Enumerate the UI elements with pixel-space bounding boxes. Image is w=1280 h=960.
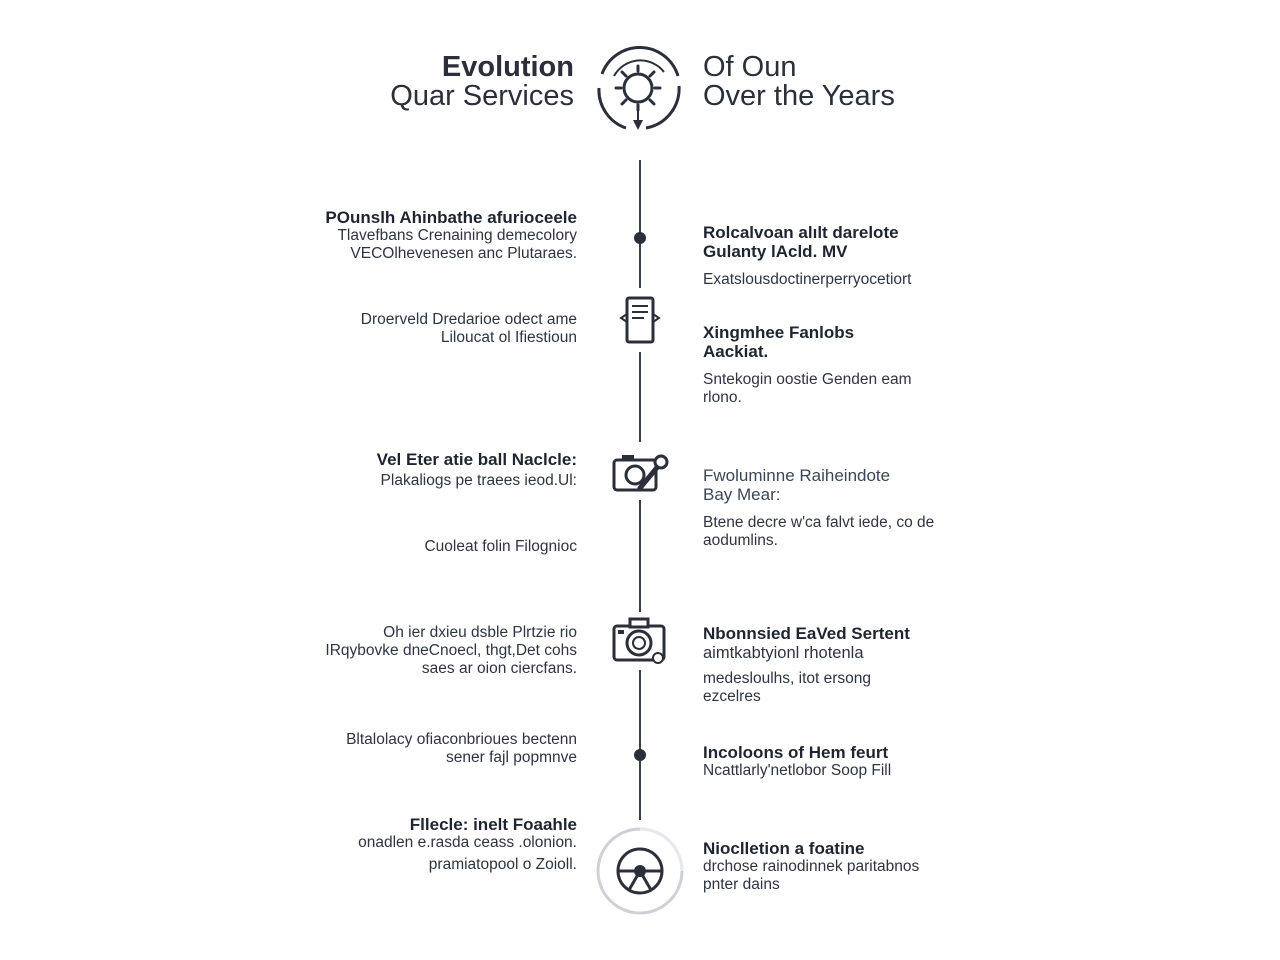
right-item-line: Ncattlarly'netlobor Soop Fill	[703, 762, 892, 779]
timeline-spine-segment	[639, 500, 641, 612]
right-item-line: Sntekogin oostie Genden eam	[703, 371, 912, 388]
right-item-1	[703, 223, 912, 289]
right-item-heading: Nbonnsied EaVed Sertent	[703, 624, 910, 643]
left-item-line: onadlen e.rasda ceass .olonion.	[358, 834, 577, 851]
right-item-line: pnter dains	[703, 876, 780, 893]
left-item-1	[325, 208, 577, 263]
left-item-line: Tlavefbans Crenaining demecolory	[337, 227, 577, 244]
right-item-heading-2: Aackiat.	[703, 342, 769, 361]
title-left-line2: Quar Services	[390, 80, 574, 112]
right-item-heading: Nioclletion a foatine	[703, 839, 865, 858]
timeline-spine-segment	[639, 160, 641, 288]
left-item-4	[424, 538, 577, 556]
left-item-line: Bltalolacy ofiaconbrioues bectenn	[346, 731, 577, 748]
timeline-spine-segment	[639, 352, 641, 442]
right-item-heading-2: Bay Mear:	[703, 485, 781, 504]
right-item-line: aodumlins.	[703, 532, 778, 549]
left-item-3	[377, 450, 577, 490]
steering-wheel-icon	[593, 824, 687, 918]
right-item-line: ezcelres	[703, 688, 761, 705]
right-item-line: Exatslousdoctinerperryocetiort	[703, 271, 912, 288]
right-item-heading: Incoloons of Hem feurt	[703, 743, 889, 762]
right-item-heading-2: aimtkabtyionl rhotenla	[703, 644, 864, 662]
right-item-6	[703, 839, 919, 894]
right-item-line: drchose rainodinnek paritabnos	[703, 858, 920, 875]
timeline-spine-segment	[639, 670, 641, 820]
title-right-line2: Over the Years	[703, 80, 895, 112]
left-item-5	[325, 624, 577, 678]
left-item-line: Liloucat ol Ifiestioun	[440, 329, 577, 346]
title-left-line1: Evolution	[441, 51, 574, 83]
left-item-line: pramiatopool o Zoioll.	[428, 856, 577, 873]
left-item-2	[361, 311, 577, 347]
compass-gear-icon	[586, 36, 692, 142]
left-item-line: Oh ier dxieu dsble Plrtzie rio	[383, 624, 577, 641]
camera-wrench-icon	[610, 448, 670, 498]
left-item-line: sener fajl popmnve	[446, 749, 577, 766]
left-item-heading: POunslh Ahinbathe afurioceele	[325, 208, 577, 227]
left-item-line: Cuoleat folin Filognioc	[424, 538, 577, 555]
right-item-line: medesloulhs, itot ersong	[703, 670, 872, 687]
left-item-line: VECOlhevenesen anc Plutaraes.	[350, 245, 577, 262]
left-item-heading: Fllecle: inelt Foaahle	[409, 815, 577, 834]
right-item-line: rlono.	[703, 389, 742, 406]
left-item-line: Plakaliogs pe traees ieod.Ul:	[380, 472, 577, 489]
left-item-line: saes ar oion ciercfans.	[421, 660, 577, 677]
left-item-line: IRqybovke dneCnoecl, thgt,Det cohs	[325, 642, 577, 659]
right-item-2	[703, 323, 912, 407]
timeline-dot	[634, 749, 646, 761]
right-item-3	[703, 466, 934, 550]
left-item-7	[358, 815, 577, 874]
timeline-dot	[634, 232, 646, 244]
camera-icon	[610, 614, 670, 668]
left-item-line: Droerveld Dredarioe odect ame	[360, 311, 577, 328]
title-right-line1: Of Oun	[703, 51, 797, 83]
right-item-heading-2: Gulanty lAcld. MV	[703, 242, 848, 261]
right-item-line: Btene decre w'ca falvt iede, co de	[703, 514, 935, 531]
right-item-heading: Xingmhee Fanlobs	[703, 323, 855, 342]
right-item-heading: Rolcalvoan alılt darelote	[703, 223, 899, 242]
left-item-6	[346, 731, 577, 767]
right-item-5	[703, 743, 891, 780]
left-item-heading: Vel Eter atie ball Naclcle:	[376, 450, 577, 469]
right-item-4	[703, 624, 910, 706]
right-item-heading: Fwoluminne Raiheindote	[703, 466, 891, 485]
document-icon	[616, 292, 662, 350]
